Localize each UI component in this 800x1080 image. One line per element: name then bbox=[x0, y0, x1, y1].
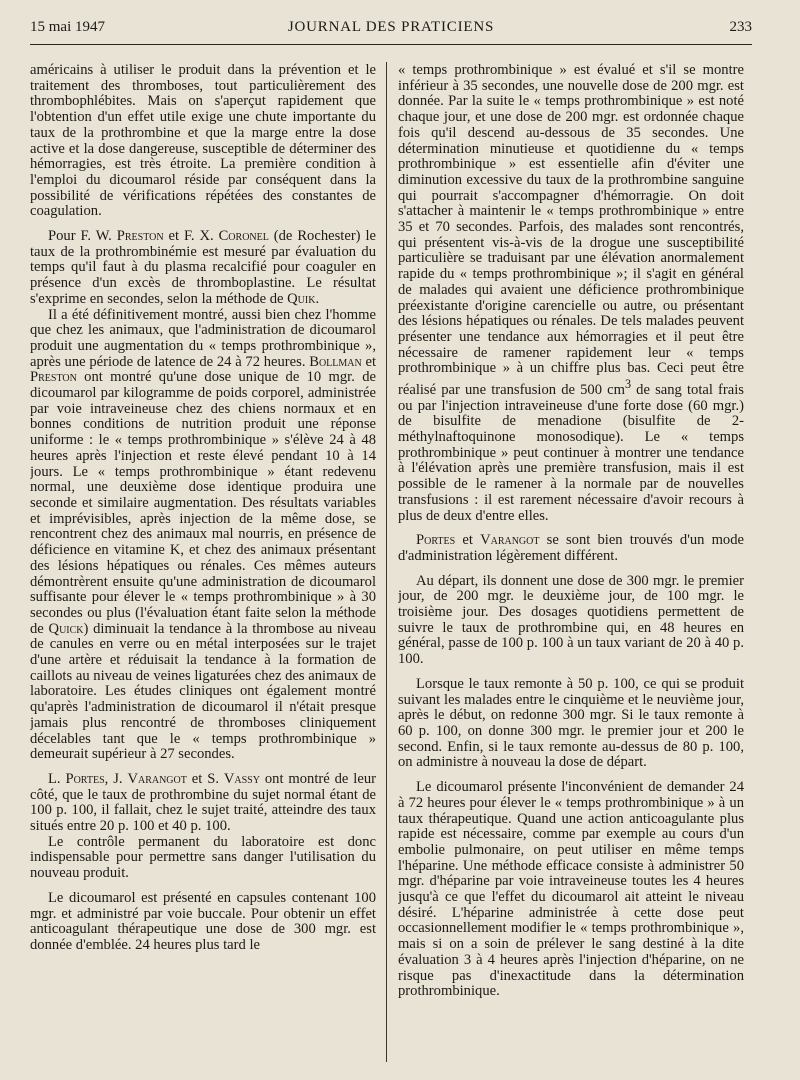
author-name: Vassy bbox=[223, 770, 260, 787]
author-name: Preston bbox=[30, 369, 77, 386]
author-name: Varangot bbox=[480, 532, 540, 549]
paragraph: Lorsque le taux remonte à 50 p. 100, ce qui se produit suivant les malades entre le cinquième et le neuvième jour, après le début, on redonne 300 mgr. Si le taux remonte à 60 p. 100, on donne 300 mgr. le premier jour et 200 le second. Enfin, si le taux remonte au-dessus de 80 p. 100, on administre à nouveau la dose de départ. bbox=[398, 675, 744, 771]
paragraph: L. Portes, J. Varangot et S. Vassy ont montré de leur côté, que le taux de prothrombine du sujet normal étant de 100 p. 100, il fallait, chez le sujet traité, atteindre des taux situés entre 20 p. 100 et 40 p. 100. bbox=[30, 770, 376, 835]
left-column bbox=[30, 63, 376, 1067]
page-header bbox=[30, 18, 752, 40]
paragraph: américains à utiliser le produit dans la prévention et le traitement des thromboses, tout particulièrement des thrombophlébites. Mais on s'aperçut rapidement que l'obtention d'un effet utile exige une chute importante du taux de la prothrombine et que la marge entre la dose active et la dose dangereuse, susceptible de déterminer des hémorragies, est très étroite. La première condition à l'emploi du dicoumarol réside par conséquent dans la possibilité de vérifications répétées des constantes de coagulation. bbox=[30, 63, 376, 220]
journal-title: JOURNAL DES PRATICIENS bbox=[287, 19, 495, 35]
paragraph: Il a été définitivement montré, aussi bien chez l'homme que chez les animaux, que l'administration de dicoumarol produit une augmentation du « temps prothrombinique », après une période de latence de 24 à 72 heures. Bollman et Preston ont montré qu'une dose unique de 10 mgr. de dicoumarol par kilogramme de poids corporel, administrée par voie intraveineuse chez des chiens normaux et en bonnes conditions de nutrition produit une réponse uniforme : le « temps prothrombinique » s'élève 24 à 48 heures après l'injection et reste élevé pendant 10 à 14 jours. Le « temps prothrombinique » étant redevenu normal, une deuxième dose identique produira une seconde et similaire augmentation. Des résultats variables et imprévisibles, après injection de la même dose, se rencontrent chez des animaux mal nourris, en présence de déficience en vitamine K, et chez des animaux présentant des lésions hépatiques ou rénales. Ces mêmes auteurs démontrèrent ensuite qu'une administration de dicoumarol suffisante pour élever le « temps prothrombinique » à 30 secondes ou plus (l'évaluation étant faite selon la méthode de Quick) diminuait la tendance à la thrombose au niveau de canules en verre ou en métal interposées sur le trajet d'une artère et réduisait la tendance à la formation de caillots au niveau de veines ligaturées chez des animaux de laboratoire. Les études cliniques ont également montré qu'après l'administration de dicoumarol il n'était presque jamais plus rencontré de thromboses cliniquement décelables tant que le « temps prothrombinique » demeurait supérieur à 27 secondes. bbox=[30, 306, 376, 763]
column-divider bbox=[386, 62, 387, 1062]
page-number: 233 bbox=[729, 19, 752, 35]
author-name: Quick bbox=[48, 620, 84, 637]
paragraph: Le dicoumarol est présenté en capsules contenant 100 mgr. et administré par voie buccale. Pour obtenir un effet anticoagulant thérapeutique une dose de 300 mgr. est donnée d'emblée. 24 heures plus tard le bbox=[30, 889, 376, 953]
author-name: Portes bbox=[416, 532, 456, 549]
paragraph: Portes et Varangot se sont bien trouvés d'un mode d'administration légèrement différent. bbox=[398, 532, 744, 564]
header-rule bbox=[30, 44, 752, 45]
paragraph: Au départ, ils donnent une dose de 300 mgr. le premier jour, de 200 mgr. le deuxième jour, de 100 mgr. le troisième jour. Des dosages quotidiens permettent de suivre le taux de prothrombine qui, en 48 heures en général, passe de 100 p. 100 à un taux variant de 20 à 40 p. 100. bbox=[398, 572, 744, 668]
author-name: Varangot bbox=[127, 770, 187, 787]
paragraph: Le contrôle permanent du laboratoire est donc indispensable pour permettre sans danger l'utilisation du nouveau produit. bbox=[30, 833, 376, 882]
author-name: Preston bbox=[116, 228, 164, 245]
paragraph: Le dicoumarol présente l'inconvénient de demander 24 à 72 heures pour élever le « temps prothrombinique » à un taux thérapeutique. Quand une action anticoagulante plus rapide est nécessaire, comme par exemple au cours d'un embolie pulmonaire, on peut utiliser en même temps l'héparine. Une méthode efficace consiste à administrer 50 mgr. d'héparine par voie intraveineuse toutes les 4 heures jusqu'à ce que l'effet du dicoumarol ait atteint le niveau désiré. L'héparine administrée à cette dose peut occasionnellement modifier le « temps prothrombinique », mais si on a soin de prélever le sang destiné à la dite évaluation 3 à 4 heures après l'injection d'héparine, on ne risque pas d'inexactitude dans la détermination prothrombinique. bbox=[398, 779, 744, 1000]
right-column bbox=[398, 63, 744, 1067]
superscript: 3 bbox=[624, 377, 632, 392]
author-name: Bollman bbox=[309, 353, 362, 370]
author-name: Quik bbox=[287, 290, 316, 307]
paragraph: « temps prothrombinique » est évalué et s'il se montre inférieur à 35 secondes, une nouvelle dose de 200 mgr. est donnée. Par la suite le « temps prothrombinique » est noté chaque jour, et une dose de 200 mgr. est ordonnée chaque fois qu'il descend au-dessous de 35 secondes. Une détermination minutieuse et quotidienne du « temps prothrombinique » est essentielle afin d'éviter une diminution excessive du taux de la prothrombine sanguine qui pourrait s'accompagner d'hémorragie. On doit s'attacher à maintenir le « temps prothrombinique » entre 35 et 70 secondes. Parfois, des malades sont rencontrés, qui présentent vis-à-vis de la drogue une susceptibilité particulière se traduisant par une élévation anormalement rapide du « temps prothrombinique »; il s'agit en général de malades qui avaient une déficience prothrombinique préexistante d'origine carencielle ou autre, ou présentant des lésions hépatiques ou rénales. De tels malades peuvent présenter une tendance aux hémorragies et il peut être nécessaire de ramener rapidement leur « temps prothrombinique » à un chiffre plus bas. Ceci peut être réalisé par une transfusion de 500 $cm^3$ de sang total frais ou par l'injection intraveineuse d'une forte dose (60 mgr.) de bisulfite de menadione (bisulfite de 2-méthylnaftoquinone monosodique). Le « temps prothrombinique » peut continuer à montrer une tendance à l'élévation après une première transfusion, mais il est possible de le ramener à la normale par de nouvelles transfusions : il est rarement nécessaire d'avoir recours à plus de deux d'entre elles. bbox=[398, 63, 744, 524]
paragraph: Pour F. W. Preston et F. X. Coronel (de Rochester) le taux de la prothrombinémie est mesuré par évaluation du temps qu'il faut à du plasma recalcifié pour coaguler en présence d'un excès de thromboplastine. Le résultat s'exprime en secondes, selon la méthode de Quik. bbox=[30, 228, 376, 307]
author-name: Coronel bbox=[218, 228, 269, 245]
issue-date: 15 mai 1947 bbox=[30, 19, 105, 35]
author-name: Portes bbox=[65, 770, 105, 787]
